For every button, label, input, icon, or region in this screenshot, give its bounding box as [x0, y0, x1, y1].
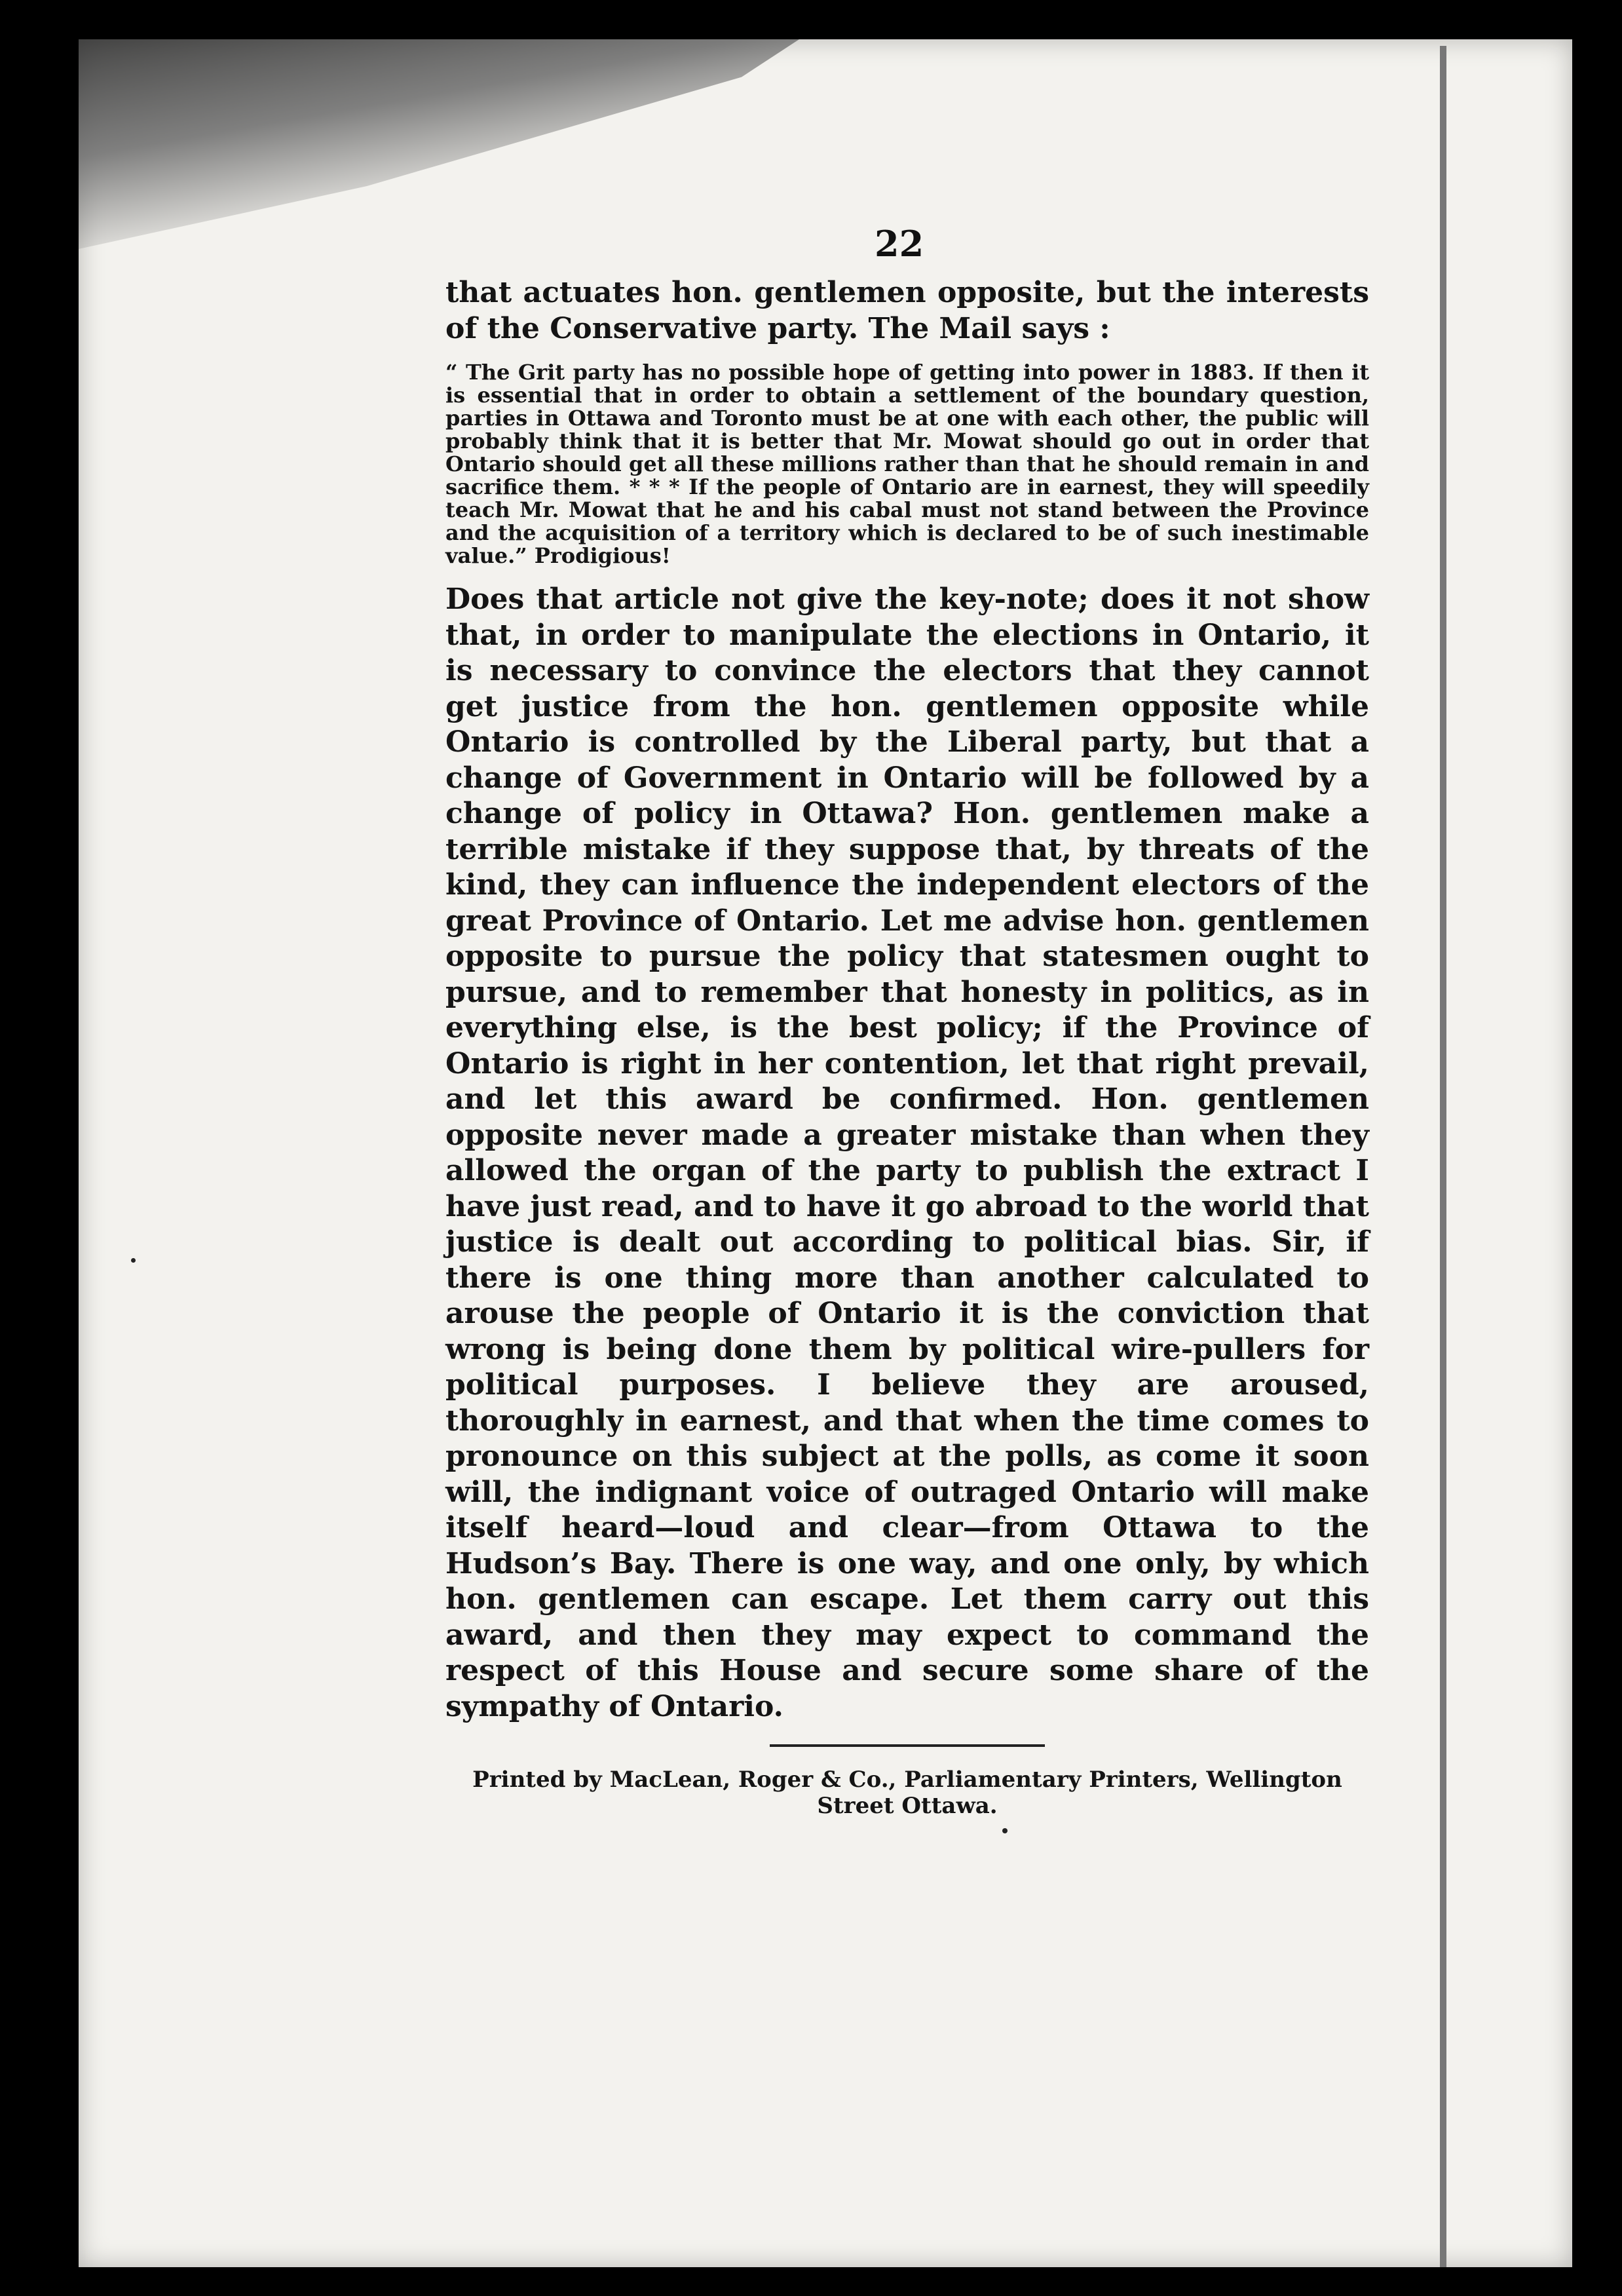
page-edge-line: [1440, 46, 1446, 2267]
speck-mark: [131, 1258, 136, 1263]
printer-imprint: [445, 1767, 1369, 1819]
page-text: [445, 275, 1369, 1819]
speck-mark: [1002, 1828, 1008, 1833]
opening-paragraph: that actuates hon. gentlemen opposite, but the interests of the Conservative party. The Mail says :: [445, 276, 1369, 345]
imprint-line-2: Street Ottawa.: [817, 1793, 998, 1819]
main-paragraph: Does that article not give the key-note; does it not show that, in order to manipulate the elections in Ontario, it is necessary to convince the electors that they cannot get justice from the hon. gentlemen opposite while Ontario is controlled by the Liberal party, but that a change of Government in Ontario will be followed by a change of policy in Ottawa? Hon. gentlemen make a terrible mistake if they suppose that, by threats of the kind, they can influence the independent electors of the great Province of Ontario. Let me advise hon. gentlemen opposite to pursue the policy that statesmen ought to pursue, and to remember that honesty in politics, as in everything else, is the best policy; if the Province of Ontario is right in her contention, let that right prevail, and let this award be confirmed. Hon. gentlemen opposite never made a greater mistake than when they allowed the organ of the party to publish the extract I have just read, and to have it go abroad to the world that justice is dealt out according to political bias. Sir, if there is one thing more than another calculated to arouse the people of Ontario it is the conviction that wrong is being done them by political wire-pullers for political purposes. I believe they are aroused, thoroughly in earnest, and that when the time comes to pronounce on this subject at the polls, as come it soon will, the indignant voice of outraged Ontario will make itself heard—loud and clear—from Ottawa to the Hudson’s Bay. There is one way, and one only, by which hon. gentlemen can escape. Let them carry out this award, and then they may expect to command the respect of this House and secure some share of the sympathy of Ontario.: [445, 583, 1369, 1723]
page-number: 22: [875, 223, 924, 265]
closing-rule: [770, 1744, 1045, 1747]
quoted-passage: “ The Grit party has no possible hope of getting into power in 1883. If then it is essential that in order to obtain a settlement of the boundary question, parties in Ottawa and Toronto must be at one with each other, the public will probably think that it is better that Mr. Mowat should go out in order that Ontario should get all these millions rather than that he should remain in and sacrifice them. * * * If the people of Ontario are in earnest, they will speedily teach Mr. Mowat that he and his cabal must not stand between the Province and the acquisition of a territory which is declared to be of such inestimable value.” Prodigious!: [445, 360, 1369, 568]
imprint-line-1: Printed by MacLean, Roger & Co., Parliamentary Printers, Wellington: [472, 1767, 1342, 1793]
